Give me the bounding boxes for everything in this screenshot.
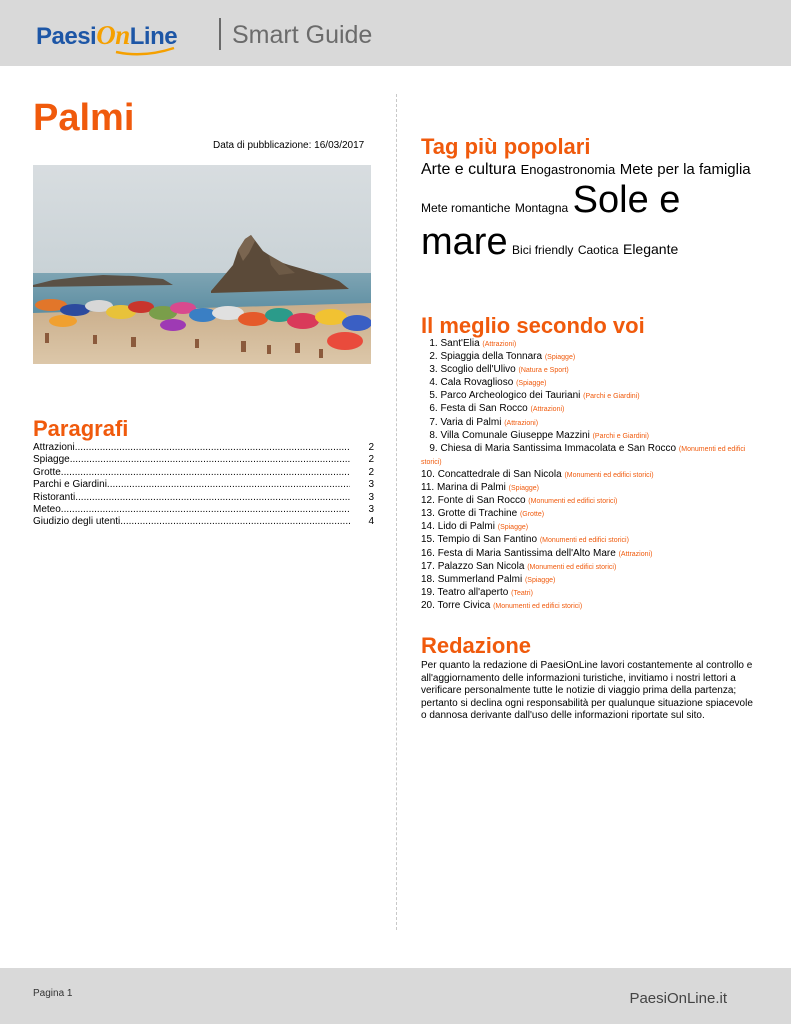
page-title: Palmi [33, 97, 135, 139]
tag-famiglia[interactable]: Mete per la famiglia [619, 161, 751, 178]
tag-montagna[interactable]: Montagna [514, 201, 569, 215]
header-separator [219, 18, 221, 50]
tag-romantiche[interactable]: Mete romantiche [421, 201, 511, 215]
tag-caotica[interactable]: Caotica [577, 242, 619, 257]
list-item[interactable]: 10. Concattedrale di San Nicola (Monumenti ed edifici storici) [421, 468, 654, 480]
list-item[interactable]: 15. Tempio di San Fantino (Monumenti ed edifici storici) [421, 534, 629, 546]
toc-row-attrazioni[interactable]: Attrazioni ..... 2 [33, 442, 374, 454]
toc-row-ristoranti[interactable]: Ristoranti ..... 3 [33, 492, 374, 504]
list-item[interactable]: 11. Marina di Palmi (Spiagge) [421, 482, 540, 494]
tag-bici-friendly[interactable]: Bici friendly [512, 242, 574, 257]
publication-date: Data di pubblicazione: 16/03/2017 [213, 140, 365, 151]
tag-arte-cultura[interactable]: Arte e cultura [421, 161, 517, 178]
toc-row-meteo[interactable]: Meteo ..... 3 [33, 504, 374, 516]
page-number: Pagina 1 [33, 988, 73, 999]
logo-wordmark: PaesiOnLine [36, 20, 178, 50]
list-item[interactable]: 16. Festa di Maria Santissima dell'Alto Mare (Attrazioni) [421, 547, 653, 559]
list-item[interactable]: 2. Spiaggia della Tonnara (Spiagge) [429, 351, 576, 363]
list-item[interactable]: 17. Palazzo San Nicola (Monumenti ed edifici storici) [421, 560, 617, 572]
redazione-text: Per quanto la redazione di PaesiOnLine lavori costantemente al controllo e all'aggiornamento delle informazioni turistiche, invitiamo i nostri lettori a verificare personalmente tutte le notizie di viaggio prima della partenza; pertanto si declina ogni responsabilità per qualunque situazione spiacevole o dannosa derivante dall'uso delle informazioni riportate sul sito. [421, 660, 753, 722]
list-item[interactable]: 20. Torre Civica (Monumenti ed edifici storici) [421, 599, 583, 611]
toc-row-spiagge[interactable]: Spiagge ..... 2 [33, 454, 374, 466]
header-title: Smart Guide [232, 21, 373, 49]
list-item[interactable]: 3. Scoglio dell'Ulivo (Natura e Sport) [429, 364, 569, 376]
footer [0, 968, 791, 1024]
toc-row-grotte[interactable]: Grotte ..... 2 [33, 467, 374, 479]
list-item[interactable]: 19. Teatro all'aperto (Teatri) [421, 586, 533, 598]
tag-elegante[interactable]: Elegante [622, 240, 679, 257]
list-item[interactable]: 9. Chiesa di Maria Santissima Immacolata e San Rocco (Monumenti ed edifici storici) [421, 442, 746, 466]
paesionline-logo[interactable] [36, 16, 204, 56]
header [0, 0, 791, 66]
list-item[interactable]: 18. Summerland Palmi (Spiagge) [421, 573, 556, 585]
toc-row-giudizio[interactable]: Giudizio degli utenti ..... 4 [33, 516, 374, 528]
list-item[interactable]: 14. Lido di Palmi (Spiagge) [421, 521, 529, 533]
column-divider [396, 94, 397, 930]
beach-photo-image [33, 165, 371, 364]
list-item[interactable]: 8. Villa Comunale Giuseppe Mazzini (Parchi e Giardini) [429, 429, 650, 441]
tags-heading: Tag più popolari [421, 134, 591, 159]
toc-row-parchi[interactable]: Parchi e Giardini ..... 3 [33, 479, 374, 491]
list-item[interactable]: 7. Varia di Palmi (Attrazioni) [429, 416, 539, 428]
beach-photo [33, 165, 371, 364]
list-item[interactable]: 13. Grotte di Trachine (Grotte) [421, 508, 545, 520]
logo-swoosh-icon [114, 46, 176, 56]
list-item[interactable]: 12. Fonte di San Rocco (Monumenti ed edifici storici) [421, 495, 618, 507]
paragrafi-list [33, 442, 374, 529]
best-heading: Il meglio secondo voi [421, 313, 645, 338]
best-list [421, 338, 761, 613]
list-item[interactable]: 5. Parco Archeologico dei Tauriani (Parchi e Giardini) [429, 390, 640, 402]
footer-site-link[interactable]: PaesiOnLine.it [629, 990, 727, 1007]
paragrafi-heading: Paragrafi [33, 416, 129, 441]
tag-sole-mare[interactable]: Sole e mare [421, 179, 681, 263]
list-item[interactable]: 6. Festa di San Rocco (Attrazioni) [429, 403, 565, 415]
tag-cloud [421, 160, 756, 264]
list-item[interactable]: 1. Sant'Elia (Attrazioni) [429, 338, 517, 349]
redazione-heading: Redazione [421, 633, 532, 658]
tag-enogastronomia[interactable]: Enogastronomia [520, 162, 616, 177]
list-item[interactable]: 4. Cala Rovaglioso (Spiagge) [429, 377, 547, 389]
